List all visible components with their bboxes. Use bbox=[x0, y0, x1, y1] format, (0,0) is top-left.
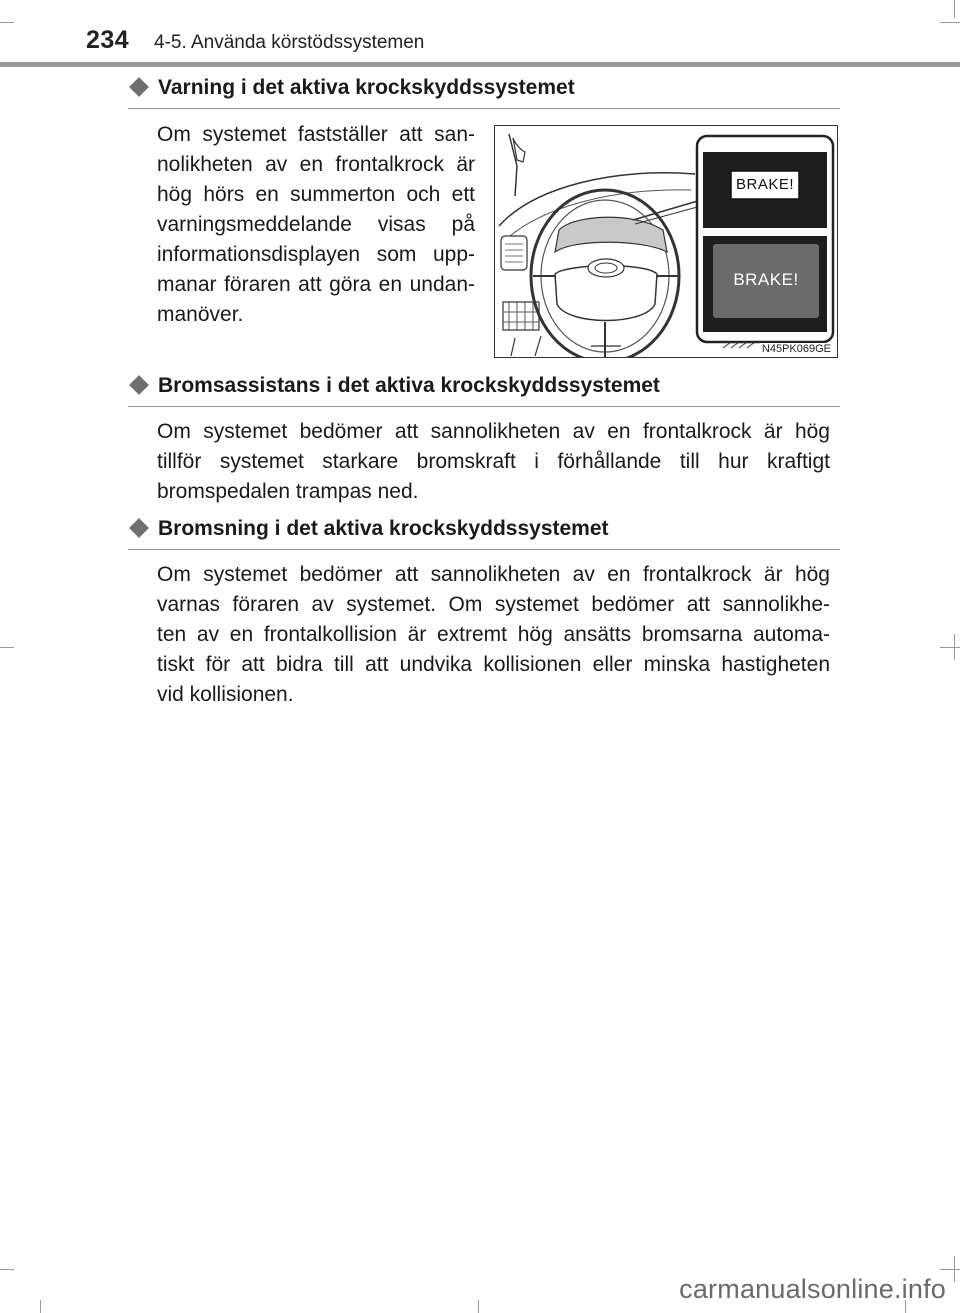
paragraph-line: nolikheten av en frontalkrock är bbox=[157, 153, 475, 176]
section-paragraph bbox=[157, 417, 830, 507]
chapter-title: 4-5. Använda körstödssystemen bbox=[154, 32, 425, 53]
paragraph-line: tiskt för att bidra till att undvika kollisionen eller minska hastigheten bbox=[157, 653, 830, 676]
paragraph-line: informationsdisplayen som upp- bbox=[157, 243, 475, 266]
section-heading bbox=[128, 374, 840, 407]
section-paragraph bbox=[157, 120, 475, 330]
page-number: 234 bbox=[86, 26, 130, 54]
section-heading bbox=[128, 517, 840, 550]
crop-mark bbox=[940, 647, 960, 648]
section-heading-text: Bromsassistans i det aktiva krockskyddssystemet bbox=[158, 374, 660, 397]
diamond-bullet-icon bbox=[129, 78, 149, 98]
paragraph-line: varningsmeddelande visas på bbox=[157, 213, 475, 236]
section-heading-text: Varning i det aktiva krockskyddssystemet bbox=[158, 76, 575, 99]
crop-mark bbox=[940, 1269, 960, 1270]
steering-wheel-drawing bbox=[495, 126, 837, 357]
paragraph-line: bromspedalen trampas ned. bbox=[157, 480, 419, 503]
paragraph-line: manar föraren att göra en undan- bbox=[157, 273, 475, 296]
paragraph-line: ten av en frontalkollision är extremt hög ansätts bromsarna automa- bbox=[157, 623, 830, 646]
display-warning-text-top: BRAKE! bbox=[735, 176, 795, 193]
dashboard-illustration bbox=[494, 125, 838, 358]
header-rule bbox=[0, 62, 960, 67]
paragraph-line: manöver. bbox=[157, 303, 244, 326]
paragraph-line: Om systemet bedömer att sannolikheten av en frontalkrock är hög bbox=[157, 563, 830, 586]
section-heading bbox=[128, 76, 840, 109]
paragraph-line: Om systemet bedömer att sannolikheten av en frontalkrock är hög bbox=[157, 420, 830, 443]
crop-mark bbox=[940, 22, 960, 23]
crop-mark bbox=[0, 647, 14, 648]
illustration-code: N45PK069GE bbox=[761, 343, 831, 355]
crop-mark bbox=[0, 22, 14, 23]
section-heading-text: Bromsning i det aktiva krockskyddssystemet bbox=[158, 517, 609, 540]
diamond-bullet-icon bbox=[129, 376, 149, 396]
diamond-bullet-icon bbox=[129, 519, 149, 539]
paragraph-line: tillför systemet starkare bromskraft i förhållande till hur kraftigt bbox=[157, 450, 830, 473]
paragraph-line: Om systemet fastställer att san- bbox=[157, 123, 475, 146]
crop-mark bbox=[40, 1300, 41, 1313]
paragraph-line: hög hörs en summerton och ett bbox=[157, 183, 475, 206]
section-paragraph bbox=[157, 560, 830, 710]
crop-mark bbox=[954, 0, 955, 18]
paragraph-line: vid kollisionen. bbox=[157, 683, 294, 706]
crop-mark bbox=[0, 1269, 14, 1270]
display-warning-text-bottom: BRAKE! bbox=[733, 270, 799, 289]
watermark-link[interactable]: carmanualsonline.info bbox=[679, 1274, 946, 1304]
crop-mark bbox=[478, 1300, 479, 1313]
paragraph-line: varnas föraren av systemet. Om systemet bedömer att sannolikhe- bbox=[157, 593, 830, 616]
